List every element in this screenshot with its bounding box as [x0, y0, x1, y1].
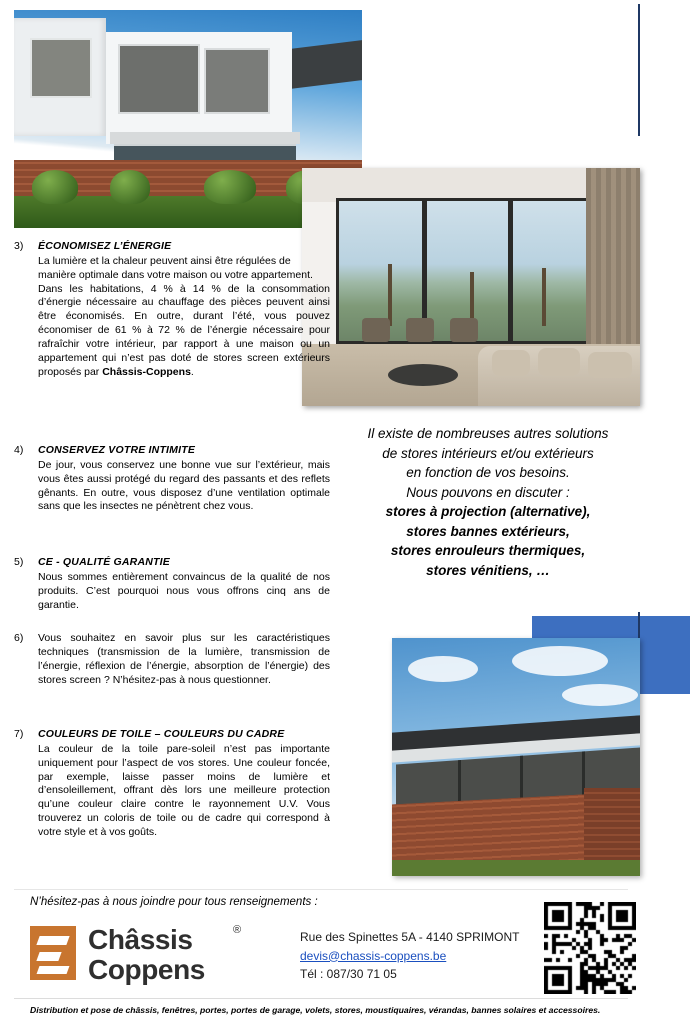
item-heading: CONSERVEZ VOTRE INTIMITE — [38, 444, 196, 456]
photo-shrub — [110, 170, 150, 204]
photo-shrub — [32, 170, 78, 204]
photo-canopy — [110, 132, 300, 144]
item-brand-name: Châssis-Coppens — [102, 365, 191, 378]
item-number: 6) — [14, 632, 24, 644]
list-item — [14, 556, 330, 612]
solutions-line-3: en fonction de vos besoins. — [406, 465, 570, 481]
photo-coffee-table — [388, 364, 458, 386]
photo-mullion — [508, 198, 513, 344]
footer-rule — [14, 998, 628, 999]
item-heading: ÉCONOMISEZ L’ÉNERGIE — [38, 240, 172, 252]
solutions-line-2: de stores intérieurs et/ou extérieurs — [382, 445, 594, 461]
photo-shrub — [204, 170, 256, 204]
photo-living-room — [302, 168, 640, 406]
email-link[interactable]: devis@chassis-coppens.be — [300, 948, 447, 963]
item-paragraph: De jour, vous conservez une bonne vue sur l’extérieur, mais vous êtes aussi protégé du regard des passants et des reflets gênants. En outre, vous disposez d’une ventilation optimale sans que les insectes ne pénètrent chez vous. — [38, 458, 330, 513]
company-logo — [30, 922, 280, 990]
item-heading: COULEURS DE TOILE – COULEURS DU CADRE — [38, 728, 285, 740]
logo-word-chassis: Châssis — [88, 924, 193, 955]
photo-cushion — [538, 348, 580, 376]
photo-cushion — [588, 352, 632, 378]
item-number: 5) — [14, 556, 24, 568]
photo-grass — [392, 860, 640, 876]
solutions-line-1: Il existe de nombreuses autres solutions — [367, 426, 609, 441]
photo-tree — [542, 268, 546, 326]
solutions-block — [330, 424, 646, 581]
item-number: 3) — [14, 240, 24, 252]
list-item — [14, 728, 330, 840]
photo-cloud — [562, 684, 638, 706]
list-item — [14, 240, 330, 380]
photo-cloud — [408, 656, 478, 682]
list-item — [14, 444, 330, 514]
item-paragraph: Vous souhaitez en savoir plus sur les caractéristiques techniques (transmission de la lumière, transmission de l’énergie, réflexion de l’énergie, absorption de l’énergie) des stores screen ? N’hésitez-pas à nous questionner. — [38, 632, 330, 686]
photo-chair — [450, 318, 478, 342]
item-number: 7) — [14, 728, 24, 740]
item-number: 4) — [14, 444, 24, 456]
solutions-bold-1: stores à projection (alternative), — [385, 504, 591, 520]
logo-mark-icon — [30, 926, 76, 980]
vertical-rule-top — [638, 4, 640, 136]
qr-code-icon[interactable] — [544, 902, 636, 994]
item-paragraph: Nous sommes entièrement convaincus de la qualité de nos produits. C’est pourquoi nous vous offrons cinq ans de garantie. — [38, 570, 330, 611]
item-heading: CE - QUALITÉ GARANTIE — [38, 556, 170, 568]
photo-cloud — [512, 646, 608, 676]
address-line: Rue des Spinettes 5A - 4140 SPRIMONT — [300, 930, 520, 944]
list-item — [14, 632, 330, 687]
item-paragraph — [38, 283, 330, 380]
photo-curtain — [586, 168, 640, 364]
registered-trademark-icon: ® — [233, 924, 242, 936]
footer-divider — [14, 889, 628, 890]
solutions-line-4: Nous pouvons en discuter : — [406, 484, 570, 500]
photo-tree — [388, 264, 392, 326]
footer-note: Distribution et pose de châssis, fenêtres, portes, portes de garage, volets, stores, moustiquaires, vérandas, bannes solaires et accessoires. — [30, 1005, 601, 1015]
photo-chair — [406, 318, 434, 342]
photo-screen-3 — [30, 38, 92, 98]
contact-intro: N’hésitez-pas à nous joindre pour tous renseignements : — [30, 896, 318, 908]
item-paragraph: La couleur de la toile pare-soleil n’est pas importante uniquement pour l’aspect de vos stores. Une couleur foncée, par exemple, laisse passer moins de lumière et d’ensoleillement, offrant dès lors une meilleure protection qu’une couleur claire contre le rayonnement U.V. Vous trouverez un coloris de toile ou de cadre qui correspond à votre style et à vos goûts. — [38, 742, 330, 839]
logo-word-coppens: Coppens — [88, 954, 205, 985]
phone-line: Tél : 087/30 71 05 — [300, 967, 397, 982]
photo-brick-house — [392, 638, 640, 876]
solutions-bold-3: stores enrouleurs thermiques, — [390, 543, 586, 559]
photo-cushion — [492, 350, 530, 376]
item-paragraph-text: Dans les habitations, 4 % à 14 % de la consommation d’énergie nécessaire au chauffage des pièces peuvent ainsi être économisés. En outre, durant l’été, vous pouvez économiser de 61 % à 72 % de l’énergie nécessaire pour rafraîchir votre intérieur, par rapport à une maison ou un appartement qui n’est pas doté de stores screen extérieurs proposés par — [38, 282, 330, 378]
solutions-bold-4: stores vénitiens, … — [426, 562, 550, 578]
item-paragraph: La lumière et la chaleur peuvent ainsi être régulées de manière optimale dans votre maison ou votre appartement. — [38, 254, 313, 281]
item-paragraph-tail: . — [190, 365, 194, 378]
photo-chair — [362, 318, 390, 342]
address-block — [300, 928, 519, 984]
solutions-bold-2: stores bannes extérieurs, — [406, 523, 570, 539]
photo-screen-1 — [118, 44, 200, 114]
photo-screen-2 — [204, 48, 270, 114]
